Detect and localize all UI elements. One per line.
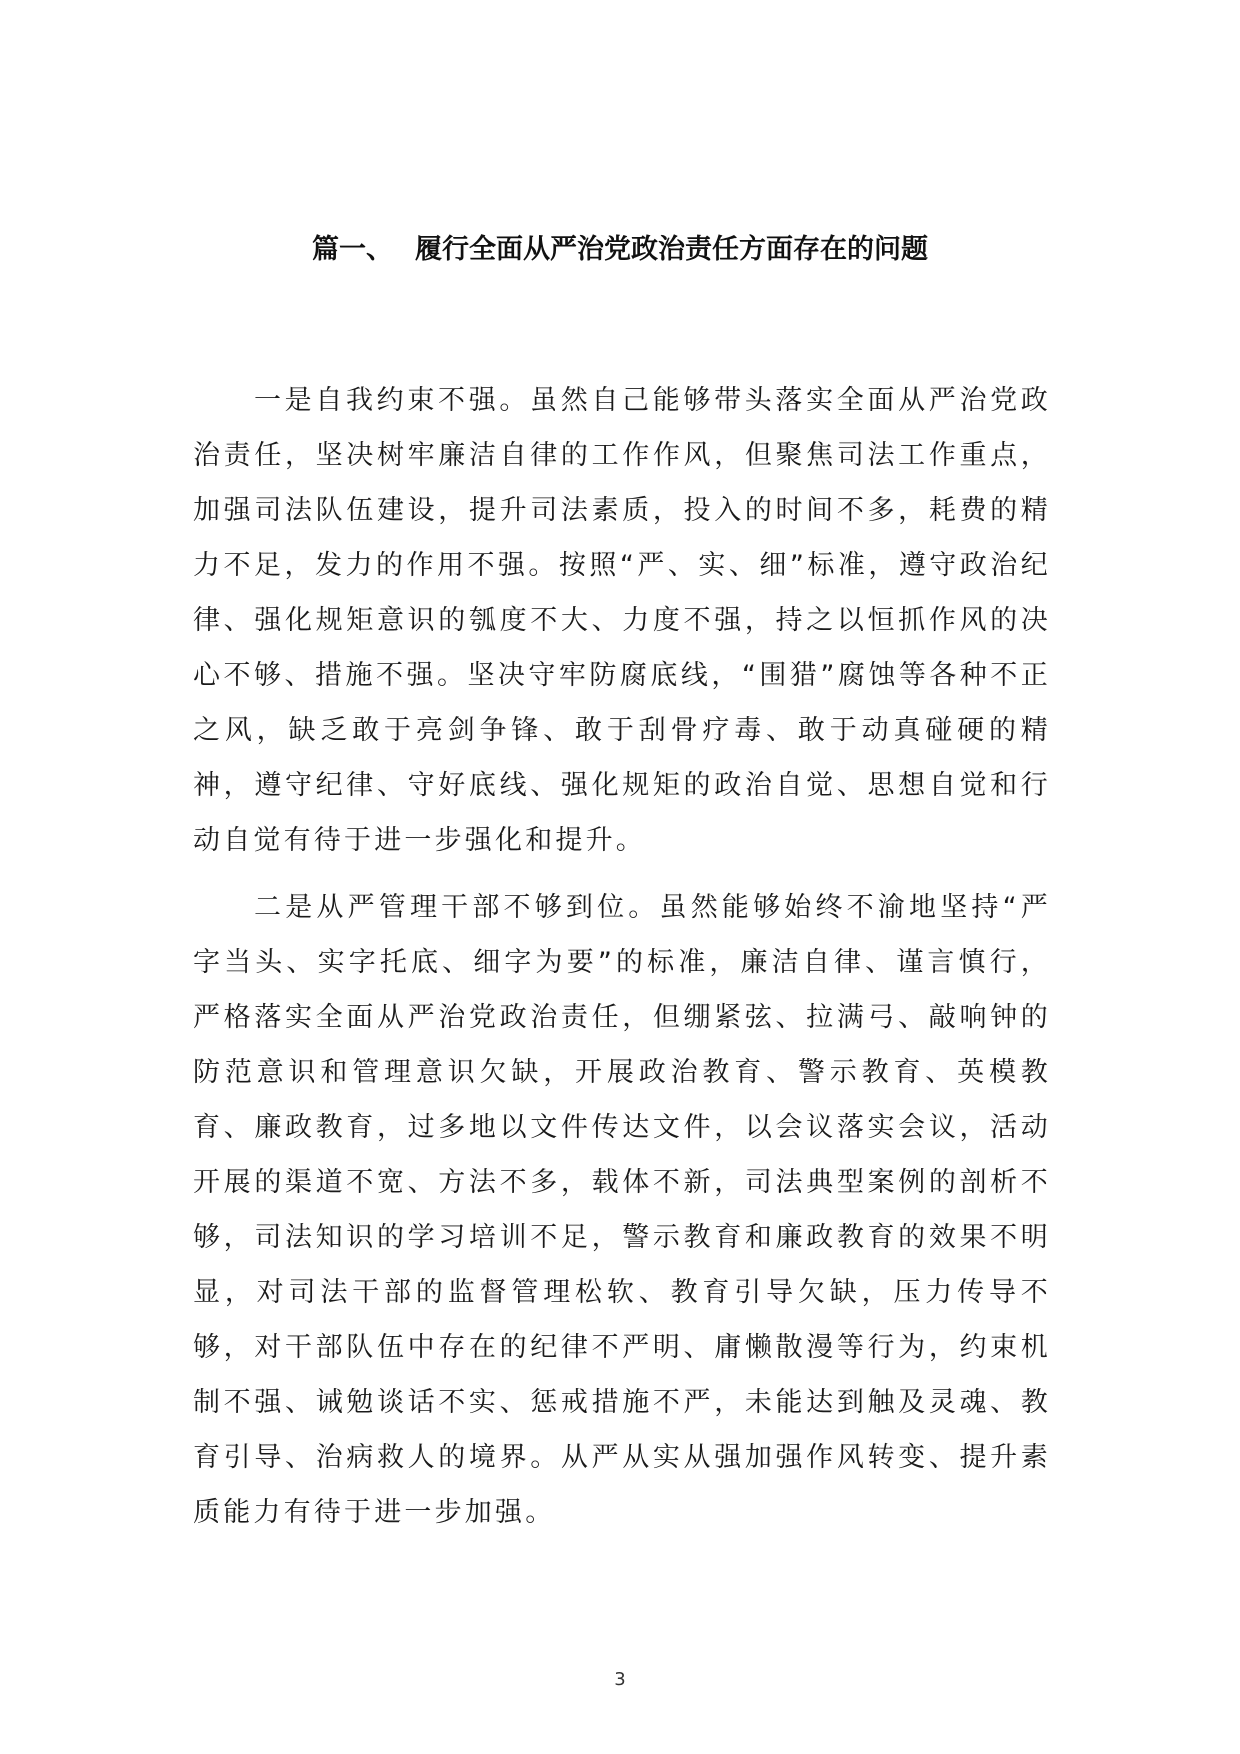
section-title-main: 履行全面从严治党政治责任方面存在的问题 bbox=[415, 234, 928, 265]
document-body bbox=[193, 373, 1051, 1552]
section-title bbox=[0, 230, 1240, 270]
section-title-prefix: 篇一、 bbox=[312, 234, 393, 265]
page-number: 3 bbox=[614, 1669, 626, 1690]
paragraph-1: 一是自我约束不强。虽然自己能够带头落实全面从严治党政治责任，坚决树牢廉洁自律的工作作风，但聚焦司法工作重点，加强司法队伍建设，提升司法素质，投入的时间不多，耗费的精力不足，发力的作用不强。按照“严、实、细”标准，遵守政治纪律、强化规矩意识的瓠度不大、力度不强，持之以恒抓作风的决心不够、措施不强。坚决守牢防腐底线，“围猎”腐蚀等各种不正之风，缺乏敢于亮剑争锋、敢于刮骨疗毒、敢于动真碰硬的精神，遵守纪律、守好底线、强化规矩的政治自觉、思想自觉和行动自觉有待于进一步强化和提升。 bbox=[193, 385, 1051, 856]
paragraph-2: 二是从严管理干部不够到位。虽然能够始终不渝地坚持“严字当头、实字托底、细字为要”的标准，廉洁自律、谨言慎行，严格落实全面从严治党政治责任，但绷紧弦、拉满弓、敲响钟的防范意识和管理意识欠缺，开展政治教育、警示教育、英模教育、廉政教育，过多地以文件传达文件，以会议落实会议，活动开展的渠道不宽、方法不多，载体不新，司法典型案例的剖析不够，司法知识的学习培训不足，警示教育和廉政教育的效果不明显，对司法干部的监督管理松软、教育引导欠缺，压力传导不够，对干部队伍中存在的纪律不严明、庸懒散漫等行为，约束机制不强、诫勉谈话不实、惩戒措施不严，未能达到触及灵魂、教育引导、治病救人的境界。从严从实从强加强作风转变、提升素质能力有待于进一步加强。 bbox=[193, 892, 1051, 1528]
